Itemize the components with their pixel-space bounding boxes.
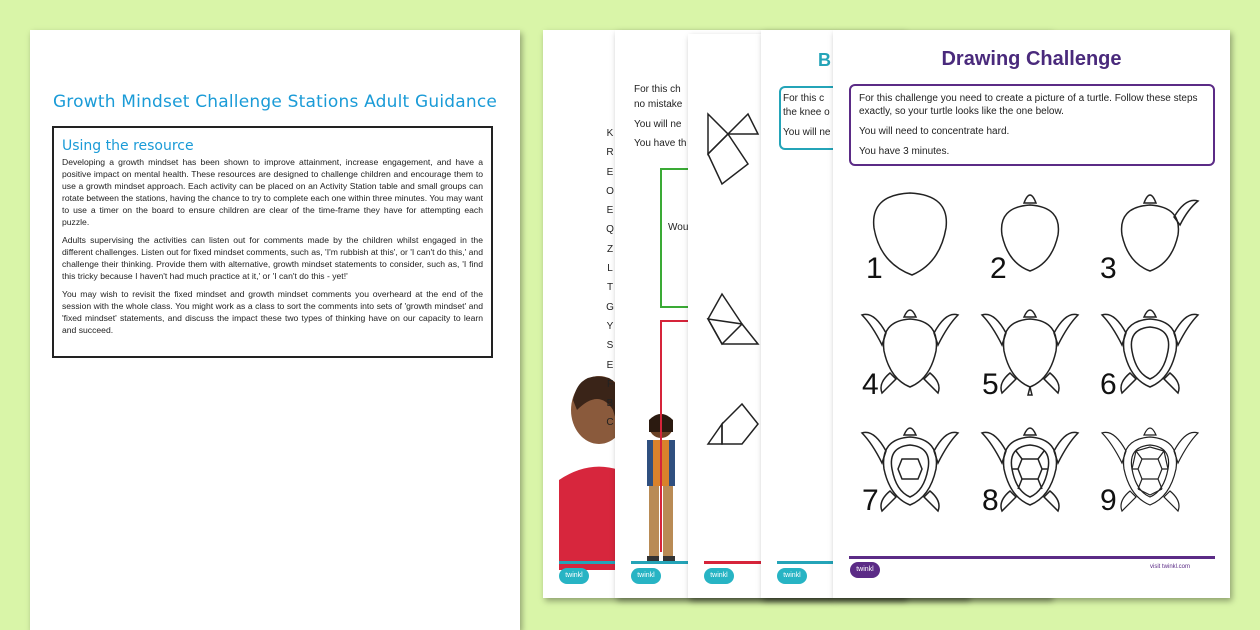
instructions-box [849, 84, 1215, 166]
letter: L [607, 263, 613, 275]
letter: E [606, 166, 614, 178]
letter: Q [606, 224, 614, 236]
step-number-7: 7 [862, 484, 879, 517]
using-resource-box [52, 126, 493, 358]
guidance-paragraph-3: You may wish to revisit the fixed mindset and growth mindset comments you overheard at the end of the session with the whole class. You might work as a class to sort the comments into sets of 'growth mindset' and 'fixed mindset' statements, and discuss the impact these two types of thinking have on our capacity to learn and succeed. [62, 289, 483, 335]
letter: B [606, 398, 614, 410]
twinkl-logo: twinkl [631, 568, 661, 584]
letter: S [606, 340, 614, 352]
letter: K [606, 128, 614, 139]
step-number-4: 4 [862, 368, 879, 401]
letter: E [606, 359, 614, 371]
twinkl-logo: twinkl [850, 562, 880, 578]
footer-line [631, 561, 691, 564]
section-heading: Using the resource [62, 138, 194, 154]
footer-line [849, 556, 1215, 559]
twinkl-logo: twinkl [704, 568, 734, 584]
guidance-title: Growth Mindset Challenge Stations Adult Guidance [52, 92, 498, 112]
guidance-paragraph-2: Adults supervising the activities can listen out for comments made by the children whilst engaged in the different challenges. Listen out for fixed mindset comments, such as, 'I'm rubbish at this', or 'I can't do this,' and challenge their thinking. Provide them with alternative, growth mindset statements to consider, such as, 'I find this tricky because I haven't had much practice at it,' or 'I can't do this - yet!' [62, 235, 483, 281]
letter: Z [606, 243, 614, 255]
page2-line4: You have th [634, 138, 687, 149]
page2-box-text: Wou [668, 222, 689, 233]
step-number-5: 5 [982, 368, 999, 401]
page4-line3: You will ne [783, 127, 831, 138]
letter: T [606, 282, 614, 294]
step-number-1: 1 [866, 252, 883, 285]
step-number-8: 8 [982, 484, 999, 517]
letter: O [606, 185, 614, 197]
letter: C [606, 417, 614, 429]
instruction-3: You have 3 minutes. [859, 146, 950, 157]
guidance-sheet [30, 30, 520, 630]
twinkl-logo: twinkl [777, 568, 807, 584]
letter: F [606, 378, 614, 390]
page2-line3: You will ne [634, 119, 682, 130]
page2-line2: no mistake [634, 99, 683, 110]
footer-url: visit twinkl.com [1150, 564, 1191, 570]
letter: E [606, 205, 614, 217]
footer-line [777, 561, 837, 564]
instruction-2: You will need to concentrate hard. [859, 126, 1010, 137]
wordsearch-letter-column [604, 124, 616, 433]
letter: R [606, 147, 614, 159]
page4-line1: For this c [783, 93, 825, 104]
page4-heading: B [818, 50, 831, 70]
drawing-challenge-title: Drawing Challenge [941, 48, 1122, 70]
letter: Y [606, 320, 614, 332]
step-number-6: 6 [1100, 368, 1117, 401]
step-number-9: 9 [1100, 484, 1117, 517]
instruction-1: For this challenge you need to create a picture of a turtle. Follow these steps exactly, so your turtle looks like the one below. [859, 93, 1198, 117]
page2-line1: For this ch [634, 84, 681, 95]
step-number-3: 3 [1100, 252, 1117, 285]
letter: G [606, 301, 614, 313]
page4-line2: the knee o [783, 107, 830, 118]
footer-line [559, 561, 619, 564]
footer-line [704, 561, 764, 564]
step-number-2: 2 [990, 252, 1007, 285]
tangram-shapes [702, 94, 762, 514]
twinkl-logo: twinkl [559, 568, 589, 584]
guidance-paragraph-1: Developing a growth mindset has been shown to improve attainment, increase engagement, and have a positive impact on mental health. These resources are designed to challenge children and encourage them to use a growth mindset approach. Each activity can be placed on an Activity Station table and small groups can rotate between the stations, having the chance to try to complete each one within three minutes. You may want to use a timer on the board to ensure children are clear of the time-frame they have for attempting each puzzle. [62, 157, 483, 227]
